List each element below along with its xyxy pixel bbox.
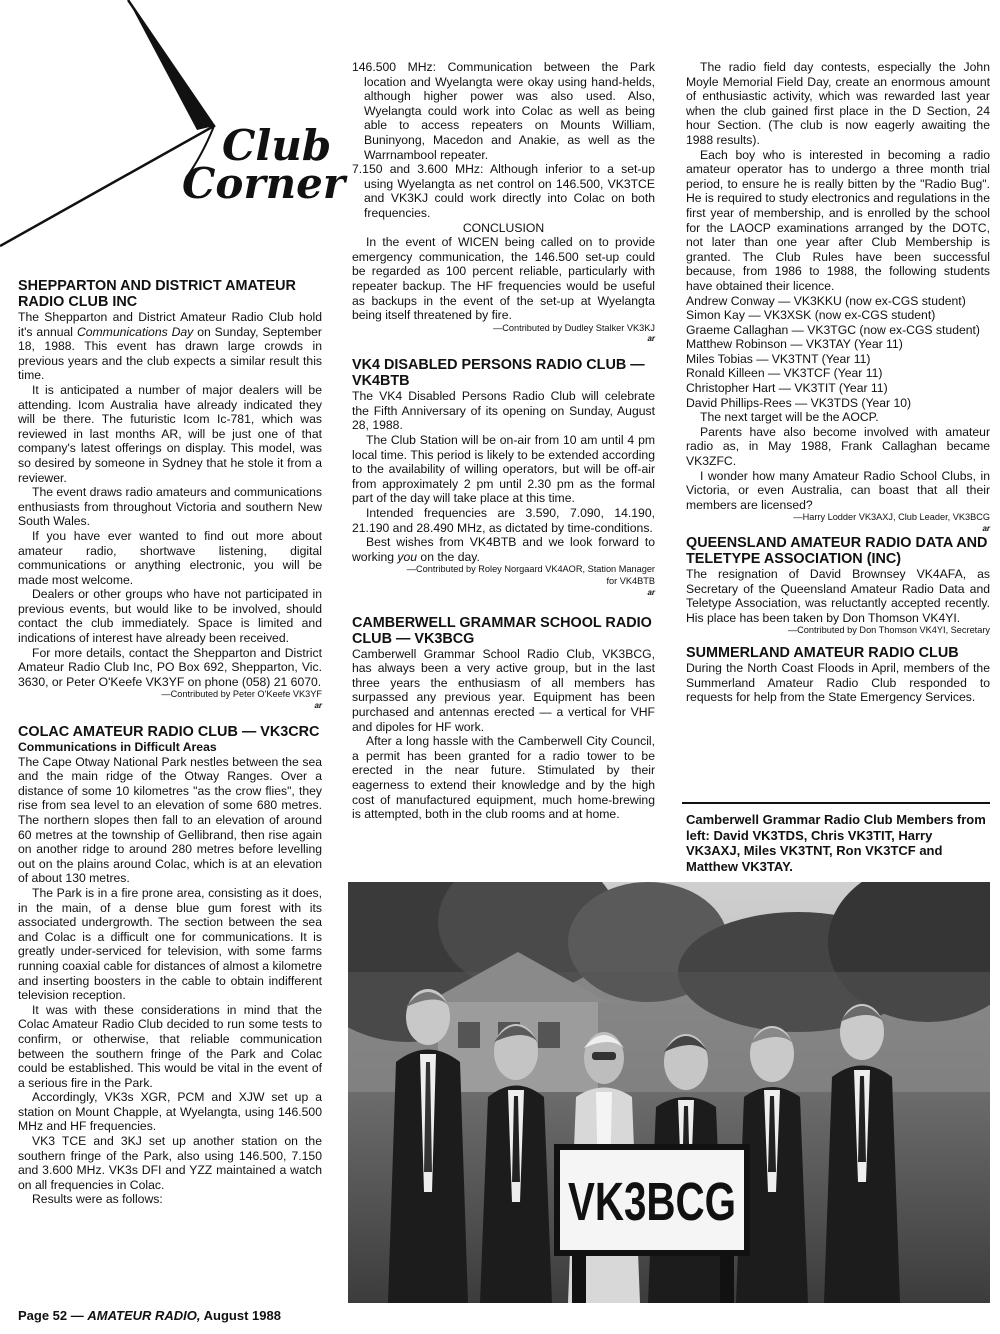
queensland-credit: —Contributed by Don Thomson VK4YI, Secretary [787,625,990,636]
colac-paragraph: Results were as follows: [32,1192,163,1207]
vk4-paragraph: Intended frequencies are 3.590, 7.090, 14.190, 21.190 and 28.490 MHz, as dictated by time-conditions. [352,506,655,535]
student-list-item: Ronald Killeen — VK3TCF (Year 11) [686,366,883,381]
shepparton-paragraph: Dealers or other groups who have not participated in previous events, but would like to be involved, should contact the club immediately. Space is limited and indications of interest have already been received. [18,587,322,646]
ar-end-mark: ar [647,587,655,597]
camberwell-paragraph: Each boy who is interested in becoming a radio amateur operator has to undergo a three month trial period, to ensure he is really bitten by the "Radio Bug". He is required to study electronics and regulations in the first year of membership, and is enrolled by the school for the LAOCP examinations arranged by the DOTC, not later than one year after Club Membership is granted. The Club Rules have been successful because, from 1986 to 1988, the following students have obtained their licence. [686,147,990,293]
ar-end-mark: ar [314,701,322,711]
vk4-paragraph: Best wishes from VK4BTB and we look forward to working you on the day. [352,535,655,564]
shepparton-paragraph: If you have ever wanted to find out more about amateur radio, shortwave listening, digital communications or anything electronic, you will be made most welcome. [18,528,322,587]
colac-conclusion-heading: CONCLUSION [462,220,545,235]
colac-paragraph: The Park is in a fire prone area, consisting as it does, in the main, of a dense blue gum forest with its associated undergrowth. The section between the sea and Colac is a difficult one for communications. It is greatly under-serviced for television, with some farms running coaxial cable for distances of almost a kilometre and inserting boosters in the cable to obtain indifferent television reception. [18,885,322,1003]
column-1 [18,276,322,1207]
student-list-item: Miles Tobias — VK3TNT (Year 11) [686,351,871,366]
callsign-sign-text: VK3BCG [568,1172,736,1232]
camberwell-paragraph: Parents have also become involved with amateur radio as, in May 1988, Frank Callaghan became VK3ZFC. [686,424,990,469]
club-corner-logo [0,0,345,250]
colac-paragraph: The Cape Otway National Park nestles between the sea and the main ridge of the Otway Ranges. Over a distance of some 10 kilometres "as the crow flies", they rise from sea level to an elevation of some 680 metres. The northern slopes then fall to an elevation of around 60 metres at the township of Gellibrand, then rise again on another ridge to around 280 metres before levelling out on the plains around Colac, which is at an elevation of about 130 metres. [18,754,322,886]
queensland-paragraph: The resignation of David Brownsey VK4AFA, as Secretary of the Queensland Amateur Radio Data and Teletype Association, was reluctantly accepted recently. His place has been taken by Don Thomson VK4YI. [686,567,990,625]
ar-end-mark: ar [982,524,990,533]
colac-paragraph: VK3 TCE and 3KJ set up another station on the southern fringe of the Park, also using 146.500, 7.150 and 3.600 MHz. VK3s DFI and YZZ maintained a watch on all frequencies in Colac. [18,1134,322,1192]
colac-paragraph: It was with these considerations in mind that the Colac Amateur Radio Club decided to run some tests to confirm, or otherwise, that reliable communication between the southern fringe of the Park and Colac could be established. This would be vital in the event of a serious fire in the Park. [18,1002,322,1090]
shepparton-paragraph: The event draws radio amateurs and communications enthusiasts from throughout Victoria and southern New South Wales. [18,485,322,529]
queensland-heading: QUEENSLAND AMATEUR RADIO DATA AND TELETYPE ASSOCIATION (INC) [686,535,988,567]
vk4-credit: for VK4BTB [606,576,655,586]
student-list-item: Christopher Hart — VK3TIT (Year 11) [686,381,888,396]
ar-end-mark: ar [647,334,655,344]
camberwell-paragraph: The radio field day contests, especially the John Moyle Memorial Field Day, create an enormous amount of enthusiastic activity, which was rewarded last year when the club gained first place in the D Section, 24 hour Section. (The club is now eagerly awaiting the 1988 results). [686,60,990,147]
student-list-item: Matthew Robinson — VK3TAY (Year 11) [686,337,903,352]
shepparton-paragraph: The Shepparton and District Amateur Radio Club hold it's annual Communications Day on Sunday, September 18, 1988. This event has drawn large crowds in previous years and the club expects a similar result this time. [18,310,322,383]
camberwell-heading: CAMBERWELL GRAMMAR SCHOOL RADIO CLUB — VK3BCG [352,614,652,647]
colac-result: 7.150 and 3.600 MHz: Although inferior to a set-up using Wyelangta as net control on 146.500, VK3TCE and VK3KJ could work directly into Colac on both frequencies. [352,162,655,220]
footer-page: Page 52 — [18,1308,88,1323]
student-list-item: David Phillips-Rees — VK3TDS (Year 10) [686,395,912,410]
camberwell-paragraph: I wonder how many Amateur Radio School Clubs, in Victoria, or even Australia, can boast that all their members are licensed? [686,468,990,512]
caption-divider [682,802,990,804]
shepparton-heading: SHEPPARTON AND DISTRICT AMATEUR RADIO CLUB INC [18,278,296,310]
summerland-paragraph: During the North Coast Floods in April, members of the Summerland Amateur Radio Club responded to requests for help from the State Emergency Services. [686,660,990,705]
camberwell-paragraph: After a long hassle with the Camberwell City Council, a permit has been granted for a radio tower to be erected in the near future. Stimulated by their eagerness to extend their knowledge and by the high cost of manufactured equipment, much home-brewing is attempted, both in the club rooms and at home. [352,734,655,822]
vk4-paragraph: The Club Station will be on-air from 10 am until 4 pm local time. This period is likely to be extended according to the availability of willing operators, but will be off-air from approximately 2 pm until 2.30 pm as the formal part of the day will take place at this time. [352,433,655,506]
footer-date: August 1988 [200,1308,281,1323]
shepparton-paragraph: For more details, contact the Shepparton and District Amateur Radio Club Inc, PO Box 692, Shepparton, Vic. 3630, or Peter O'Keefe VK3YF on phone (058) 21 6070. [18,645,322,689]
club-members-photo [348,882,990,1303]
vk4-credit: —Contributed by Roley Norgaard VK4AOR, Station Manager [406,564,655,575]
colac-heading: COLAC AMATEUR RADIO CLUB — VK3CRC [18,724,320,741]
logo-title-corner: Corner [182,159,345,208]
colac-paragraph: Accordingly, VK3s XGR, PCM and XJW set up a station on Mount Chapple, at Wyelangta, using 146.500 MHz and HF frequencies. [18,1090,322,1134]
summerland-heading: SUMMERLAND AMATEUR RADIO CLUB [686,644,959,661]
column-2 [352,60,655,822]
colac-subheading: Communications in Difficult Areas [18,740,217,755]
student-list-item: Graeme Callaghan — VK3TGC (now ex-CGS student) [686,322,980,337]
colac-result: 146.500 MHz: Communication between the Park location and Wyelangta were okay using hand-helds, although higher power was also used. Also, Wyelangta could work into Colac as well as being able to access repeaters on Mounts William, Buninyong, Macedon and Anakie, as well as the Warrnambool repeater. [352,60,655,162]
photo-caption: Camberwell Grammar Radio Club Members from left: David VK3TDS, Chris VK3TIT, Harry VK3AXJ, Miles VK3TNT, Ron VK3TCF and Matthew VK3TAY. [686,812,986,874]
colac-credit: —Contributed by Dudley Stalker VK3KJ [493,322,655,333]
shepparton-credit: —Contributed by Peter O'Keefe VK3YF [161,689,322,700]
vk4-paragraph: The VK4 Disabled Persons Radio Club will celebrate the Fifth Anniversary of its opening on Sunday, August 28, 1988. [352,389,655,433]
footer-magazine: AMATEUR RADIO, [87,1308,201,1323]
student-list-item: Simon Kay — VK3XSK (now ex-CGS student) [686,308,936,323]
camberwell-paragraph: The next target will be the AOCP. [700,410,879,425]
page-footer [18,1308,281,1323]
column-3 [686,60,990,705]
logo-title-club: Club [222,121,332,170]
camberwell-paragraph: Camberwell Grammar School Radio Club, VK3BCG, has always been a very active group, but in the last three years the enthusiasm of all members has surpassed any previous year. Equipment has been purchased and antennas erected — a vertical for VHF and dipoles for HF work. [352,646,655,734]
vk4-heading: VK4 DISABLED PERSONS RADIO CLUB — VK4BTB [352,357,645,390]
colac-conclusion: In the event of WICEN being called on to provide emergency communication, the 146.500 set-up could be regarded as 100 percent reliable, particularly with repeater backup. The HF frequencies would be useful as backups in the event of the set-up at Wyelangta being itself threatened by fire. [352,235,655,323]
shepparton-paragraph: It is anticipated a number of major dealers will be attending. Icom Australia have already indicated they will be there. The futuristic Icom Ic-781, which was reviewed in last months AR, will be just one of that company's latest offerings on display. This model, was so desired by someone in Sydney that he stole it from a reviewer. [18,382,322,485]
camberwell-credit: —Harry Lodder VK3AXJ, Club Leader, VK3BCG [793,512,990,523]
student-list-item: Andrew Conway — VK3KKU (now ex-CGS student) [686,293,966,308]
